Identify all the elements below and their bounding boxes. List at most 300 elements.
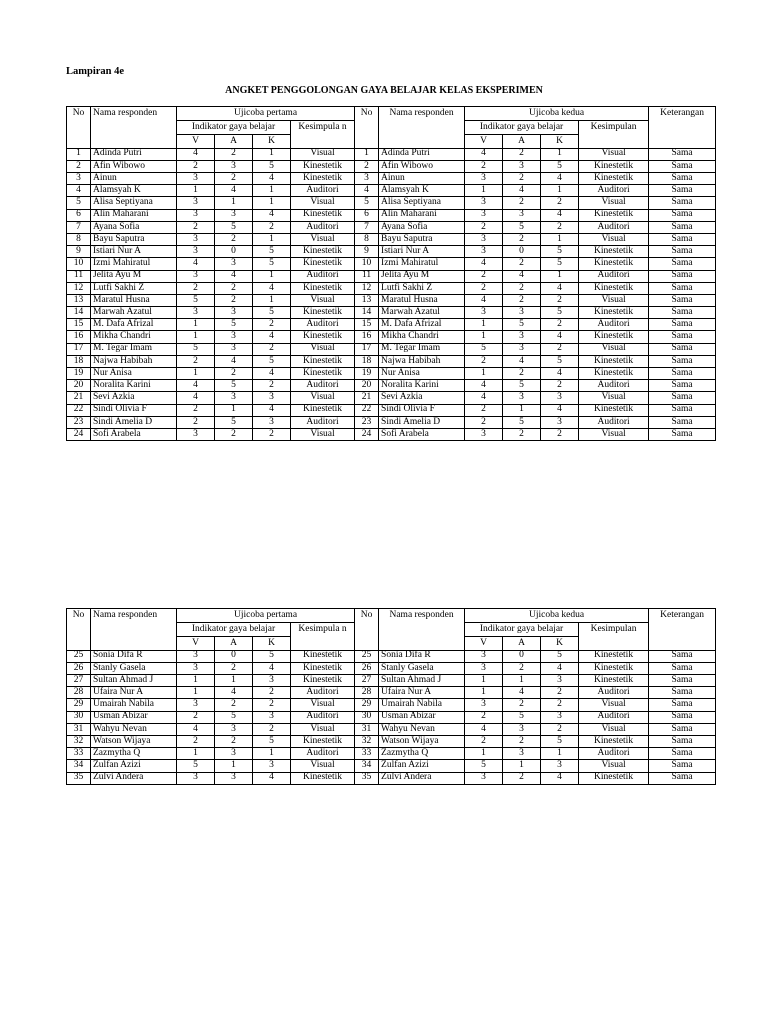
row-no-2: 29 (355, 699, 379, 711)
respondent-name: Watson Wijaya (91, 735, 177, 747)
score-a-1: 3 (215, 331, 253, 343)
score-v-2: 2 (465, 735, 503, 747)
row-no: 19 (67, 368, 91, 380)
row-no-2: 6 (355, 209, 379, 221)
keterangan: Sama (649, 416, 716, 428)
score-a-2: 1 (503, 675, 541, 687)
respondent-name: Stanly Gasela (91, 662, 177, 674)
kesimpulan-1: Visual (291, 428, 355, 440)
score-v-2: 4 (465, 148, 503, 160)
keterangan: Sama (649, 331, 716, 343)
score-v-1: 1 (177, 185, 215, 197)
table-row (67, 723, 716, 735)
row-no-2: 28 (355, 687, 379, 699)
respondent-name-2: Istiari Nur A (379, 246, 465, 258)
score-a-1: 4 (215, 270, 253, 282)
score-a-2: 2 (503, 428, 541, 440)
score-a-1: 3 (215, 258, 253, 270)
respondent-name: Alamsyah K (91, 185, 177, 197)
score-k-1: 5 (253, 355, 291, 367)
table-row (67, 173, 716, 185)
score-a-2: 4 (503, 687, 541, 699)
header-indikator-1: Indikator gaya belajar (177, 120, 291, 134)
kesimpulan-2: Visual (579, 760, 649, 772)
row-no: 4 (67, 185, 91, 197)
table-row (67, 282, 716, 294)
score-k-2: 3 (541, 760, 579, 772)
header-nama-responden-2: Nama responden (379, 609, 465, 651)
score-v-2: 1 (465, 368, 503, 380)
respondent-name-2: Zulvi Andera (379, 772, 465, 784)
row-no: 35 (67, 772, 91, 784)
row-no-2: 13 (355, 294, 379, 306)
score-a-2: 1 (503, 760, 541, 772)
score-a-1: 3 (215, 748, 253, 760)
score-v-1: 4 (177, 723, 215, 735)
score-a-2: 4 (503, 355, 541, 367)
kesimpulan-2: Kinestetik (579, 772, 649, 784)
respondent-name-2: Alamsyah K (379, 185, 465, 197)
score-v-2: 1 (465, 185, 503, 197)
score-k-2: 4 (541, 662, 579, 674)
row-no-2: 1 (355, 148, 379, 160)
kesimpulan-1: Kinestetik (291, 160, 355, 172)
kesimpulan-1: Kinestetik (291, 404, 355, 416)
row-no: 29 (67, 699, 91, 711)
score-a-1: 3 (215, 209, 253, 221)
table-row (67, 760, 716, 772)
table-row (67, 185, 716, 197)
kesimpulan-1: Kinestetik (291, 173, 355, 185)
row-no: 34 (67, 760, 91, 772)
respondent-name-2: Afin Wibowo (379, 160, 465, 172)
table-row (67, 380, 716, 392)
respondent-name: Ainun (91, 173, 177, 185)
kesimpulan-1: Visual (291, 760, 355, 772)
kesimpulan-2: Kinestetik (579, 209, 649, 221)
kesimpulan-1: Kinestetik (291, 772, 355, 784)
row-no: 11 (67, 270, 91, 282)
respondent-name: Jelita Ayu M (91, 270, 177, 282)
score-k-1: 2 (253, 221, 291, 233)
row-no-2: 4 (355, 185, 379, 197)
score-v-2: 3 (465, 209, 503, 221)
score-v-1: 3 (177, 209, 215, 221)
header-kesimpulan-2: Kesimpulan (579, 120, 649, 148)
score-a-1: 2 (215, 662, 253, 674)
kesimpulan-2: Visual (579, 699, 649, 711)
keterangan: Sama (649, 173, 716, 185)
header-k-2: K (541, 636, 579, 650)
kesimpulan-2: Kinestetik (579, 307, 649, 319)
score-a-1: 2 (215, 735, 253, 747)
header-keterangan: Keterangan (649, 107, 716, 149)
header-nama-responden: Nama responden (91, 107, 177, 149)
kesimpulan-2: Visual (579, 343, 649, 355)
header-a-1: A (215, 134, 253, 148)
kesimpulan-1: Kinestetik (291, 368, 355, 380)
header-keterangan: Keterangan (649, 609, 716, 651)
kesimpulan-2: Visual (579, 428, 649, 440)
kesimpulan-2: Auditori (579, 380, 649, 392)
header-kesimpulan-2: Kesimpulan (579, 622, 649, 650)
respondent-name: Bayu Saputra (91, 233, 177, 245)
score-k-1: 4 (253, 331, 291, 343)
kesimpulan-1: Kinestetik (291, 282, 355, 294)
score-a-1: 3 (215, 307, 253, 319)
keterangan: Sama (649, 343, 716, 355)
respondent-name: Sindi Olivia F (91, 404, 177, 416)
score-k-2: 5 (541, 246, 579, 258)
keterangan: Sama (649, 148, 716, 160)
kesimpulan-2: Kinestetik (579, 160, 649, 172)
table-row (67, 699, 716, 711)
score-v-2: 3 (465, 307, 503, 319)
score-v-1: 1 (177, 319, 215, 331)
score-v-2: 1 (465, 748, 503, 760)
header-a-1: A (215, 636, 253, 650)
score-k-1: 1 (253, 197, 291, 209)
score-a-1: 3 (215, 160, 253, 172)
table-row (67, 735, 716, 747)
keterangan: Sama (649, 711, 716, 723)
score-k-2: 3 (541, 711, 579, 723)
keterangan: Sama (649, 428, 716, 440)
score-v-2: 3 (465, 428, 503, 440)
score-a-1: 3 (215, 772, 253, 784)
score-k-2: 2 (541, 723, 579, 735)
row-no: 18 (67, 355, 91, 367)
respondent-name-2: Ainun (379, 173, 465, 185)
score-k-1: 1 (253, 270, 291, 282)
score-v-2: 2 (465, 355, 503, 367)
kesimpulan-2: Auditori (579, 416, 649, 428)
score-k-1: 1 (253, 185, 291, 197)
header-kesimpulan-1: Kesimpula n (291, 120, 355, 148)
header-v-2: V (465, 134, 503, 148)
respondent-name-2: Zazmytha Q (379, 748, 465, 760)
score-k-2: 2 (541, 380, 579, 392)
score-k-2: 2 (541, 699, 579, 711)
score-v-1: 2 (177, 282, 215, 294)
respondent-name-2: Mikha Chandri (379, 331, 465, 343)
score-a-2: 4 (503, 185, 541, 197)
header-a-2: A (503, 134, 541, 148)
score-a-2: 3 (503, 343, 541, 355)
row-no-2: 17 (355, 343, 379, 355)
kesimpulan-1: Kinestetik (291, 735, 355, 747)
score-v-1: 3 (177, 428, 215, 440)
row-no: 21 (67, 392, 91, 404)
score-k-1: 4 (253, 368, 291, 380)
respondent-name-2: Sonia Difa R (379, 650, 465, 662)
kesimpulan-1: Visual (291, 723, 355, 735)
score-v-2: 4 (465, 258, 503, 270)
kesimpulan-1: Auditori (291, 185, 355, 197)
row-no: 25 (67, 650, 91, 662)
table-row (67, 209, 716, 221)
header-ujicoba-pertama: Ujicoba pertama (177, 107, 355, 121)
header-indikator-1: Indikator gaya belajar (177, 622, 291, 636)
kesimpulan-2: Auditori (579, 687, 649, 699)
score-a-2: 3 (503, 160, 541, 172)
table-row (67, 258, 716, 270)
keterangan: Sama (649, 723, 716, 735)
score-v-1: 3 (177, 246, 215, 258)
score-k-2: 4 (541, 772, 579, 784)
row-no: 27 (67, 675, 91, 687)
row-no-2: 15 (355, 319, 379, 331)
kesimpulan-1: Visual (291, 343, 355, 355)
score-a-1: 2 (215, 148, 253, 160)
score-v-1: 2 (177, 221, 215, 233)
table-row (67, 343, 716, 355)
keterangan: Sama (649, 748, 716, 760)
score-v-1: 2 (177, 404, 215, 416)
respondent-name-2: Umairah Nabila (379, 699, 465, 711)
respondent-name-2: Jelita Ayu M (379, 270, 465, 282)
respondent-name: Sofi Arabela (91, 428, 177, 440)
keterangan: Sama (649, 233, 716, 245)
score-k-2: 2 (541, 221, 579, 233)
score-k-1: 5 (253, 258, 291, 270)
respondent-name-2: Ayana Sofia (379, 221, 465, 233)
kesimpulan-1: Auditori (291, 748, 355, 760)
score-k-2: 5 (541, 307, 579, 319)
score-k-2: 1 (541, 748, 579, 760)
score-k-1: 1 (253, 233, 291, 245)
respondent-name: Ufaira Nur A (91, 687, 177, 699)
keterangan: Sama (649, 197, 716, 209)
score-a-1: 4 (215, 185, 253, 197)
row-no-2: 14 (355, 307, 379, 319)
row-no: 13 (67, 294, 91, 306)
table-row (67, 197, 716, 209)
score-a-2: 3 (503, 723, 541, 735)
header-k-1: K (253, 134, 291, 148)
kesimpulan-2: Visual (579, 233, 649, 245)
table-row (67, 650, 716, 662)
score-k-1: 3 (253, 675, 291, 687)
score-k-2: 4 (541, 173, 579, 185)
score-v-1: 4 (177, 148, 215, 160)
score-k-2: 2 (541, 294, 579, 306)
score-a-1: 3 (215, 392, 253, 404)
score-a-1: 0 (215, 650, 253, 662)
score-v-1: 5 (177, 294, 215, 306)
score-k-1: 1 (253, 294, 291, 306)
keterangan: Sama (649, 258, 716, 270)
score-a-1: 3 (215, 343, 253, 355)
header-indikator-2: Indikator gaya belajar (465, 622, 579, 636)
score-a-2: 3 (503, 209, 541, 221)
score-k-2: 3 (541, 416, 579, 428)
respondent-name: Usman Abizar (91, 711, 177, 723)
table-body (67, 148, 716, 441)
table-row (67, 662, 716, 674)
respondent-name-2: Bayu Saputra (379, 233, 465, 245)
row-no-2: 18 (355, 355, 379, 367)
score-k-2: 4 (541, 404, 579, 416)
respondent-name: Maratul Husna (91, 294, 177, 306)
score-a-2: 3 (503, 392, 541, 404)
respondent-name: Alisa Septiyana (91, 197, 177, 209)
keterangan: Sama (649, 772, 716, 784)
row-no-2: 22 (355, 404, 379, 416)
header-kesimpulan-1: Kesimpula n (291, 622, 355, 650)
keterangan: Sama (649, 675, 716, 687)
score-a-1: 2 (215, 428, 253, 440)
table-row (67, 270, 716, 282)
kesimpulan-2: Kinestetik (579, 662, 649, 674)
score-a-1: 5 (215, 380, 253, 392)
score-a-2: 2 (503, 699, 541, 711)
score-a-2: 3 (503, 307, 541, 319)
header-no-2: No (355, 107, 379, 149)
kesimpulan-1: Visual (291, 233, 355, 245)
respondent-name-2: Maratul Husna (379, 294, 465, 306)
score-a-1: 2 (215, 368, 253, 380)
score-v-2: 1 (465, 331, 503, 343)
header-nama-responden: Nama responden (91, 609, 177, 651)
respondent-name-2: Usman Abizar (379, 711, 465, 723)
score-v-2: 1 (465, 675, 503, 687)
row-no: 3 (67, 173, 91, 185)
respondent-name-2: Sevi Azkia (379, 392, 465, 404)
respondent-name-2: M. Dafa Afrizal (379, 319, 465, 331)
score-v-1: 1 (177, 748, 215, 760)
keterangan: Sama (649, 282, 716, 294)
row-no: 2 (67, 160, 91, 172)
respondent-name-2: Sultan Ahmad J (379, 675, 465, 687)
score-v-1: 3 (177, 662, 215, 674)
kesimpulan-2: Visual (579, 294, 649, 306)
kesimpulan-2: Visual (579, 723, 649, 735)
kesimpulan-2: Visual (579, 392, 649, 404)
score-a-1: 0 (215, 246, 253, 258)
score-v-1: 3 (177, 699, 215, 711)
kesimpulan-2: Kinestetik (579, 246, 649, 258)
row-no: 22 (67, 404, 91, 416)
score-v-1: 1 (177, 687, 215, 699)
row-no: 28 (67, 687, 91, 699)
row-no-2: 5 (355, 197, 379, 209)
header-no: No (67, 107, 91, 149)
table-row (67, 160, 716, 172)
score-k-1: 2 (253, 723, 291, 735)
score-v-1: 1 (177, 368, 215, 380)
score-k-1: 5 (253, 307, 291, 319)
row-no: 6 (67, 209, 91, 221)
respondent-name-2: Sofi Arabela (379, 428, 465, 440)
respondent-name: Ayana Sofia (91, 221, 177, 233)
row-no-2: 21 (355, 392, 379, 404)
score-k-1: 4 (253, 282, 291, 294)
score-v-1: 5 (177, 343, 215, 355)
row-no: 15 (67, 319, 91, 331)
respondent-name: Nur Anisa (91, 368, 177, 380)
keterangan: Sama (649, 355, 716, 367)
table-row (67, 319, 716, 331)
score-k-2: 5 (541, 258, 579, 270)
row-no: 1 (67, 148, 91, 160)
row-no: 16 (67, 331, 91, 343)
header-v-1: V (177, 134, 215, 148)
score-k-1: 2 (253, 428, 291, 440)
keterangan: Sama (649, 392, 716, 404)
respondent-name-2: Izmi Mahiratul (379, 258, 465, 270)
row-no-2: 31 (355, 723, 379, 735)
header-v-1: V (177, 636, 215, 650)
row-no-2: 7 (355, 221, 379, 233)
respondent-name-2: Lutfi Sakhi Z (379, 282, 465, 294)
row-no-2: 27 (355, 675, 379, 687)
score-v-2: 4 (465, 392, 503, 404)
score-k-1: 3 (253, 416, 291, 428)
row-no: 17 (67, 343, 91, 355)
score-k-1: 2 (253, 343, 291, 355)
kesimpulan-1: Auditori (291, 221, 355, 233)
kesimpulan-2: Visual (579, 197, 649, 209)
score-k-2: 4 (541, 282, 579, 294)
score-a-1: 1 (215, 197, 253, 209)
kesimpulan-1: Kinestetik (291, 650, 355, 662)
score-k-1: 4 (253, 662, 291, 674)
respondent-name-2: Wahyu Nevan (379, 723, 465, 735)
score-a-2: 5 (503, 380, 541, 392)
kesimpulan-1: Visual (291, 148, 355, 160)
kesimpulan-1: Kinestetik (291, 307, 355, 319)
score-k-2: 5 (541, 735, 579, 747)
respondent-name: Alin Maharani (91, 209, 177, 221)
score-a-2: 5 (503, 319, 541, 331)
table-row (67, 428, 716, 440)
respondent-name-2: M. Tegar Imam (379, 343, 465, 355)
table-row (67, 416, 716, 428)
respondent-name: Marwah Azatul (91, 307, 177, 319)
score-v-1: 4 (177, 258, 215, 270)
row-no-2: 10 (355, 258, 379, 270)
score-k-1: 4 (253, 404, 291, 416)
kesimpulan-2: Auditori (579, 711, 649, 723)
score-a-1: 4 (215, 355, 253, 367)
score-v-1: 2 (177, 160, 215, 172)
keterangan: Sama (649, 185, 716, 197)
respondent-name: Izmi Mahiratul (91, 258, 177, 270)
score-k-1: 5 (253, 650, 291, 662)
header-indikator-2: Indikator gaya belajar (465, 120, 579, 134)
score-v-1: 1 (177, 331, 215, 343)
score-v-2: 4 (465, 723, 503, 735)
table-row (67, 355, 716, 367)
kesimpulan-2: Kinestetik (579, 173, 649, 185)
table-header (67, 609, 716, 651)
kesimpulan-2: Auditori (579, 221, 649, 233)
kesimpulan-1: Auditori (291, 319, 355, 331)
score-v-2: 4 (465, 380, 503, 392)
score-k-1: 2 (253, 699, 291, 711)
respondent-name: Zazmytha Q (91, 748, 177, 760)
score-k-1: 1 (253, 148, 291, 160)
keterangan: Sama (649, 650, 716, 662)
kesimpulan-1: Kinestetik (291, 258, 355, 270)
row-no-2: 3 (355, 173, 379, 185)
table-row (67, 294, 716, 306)
respondent-name: Umairah Nabila (91, 699, 177, 711)
table-row (67, 675, 716, 687)
keterangan: Sama (649, 735, 716, 747)
row-no: 30 (67, 711, 91, 723)
